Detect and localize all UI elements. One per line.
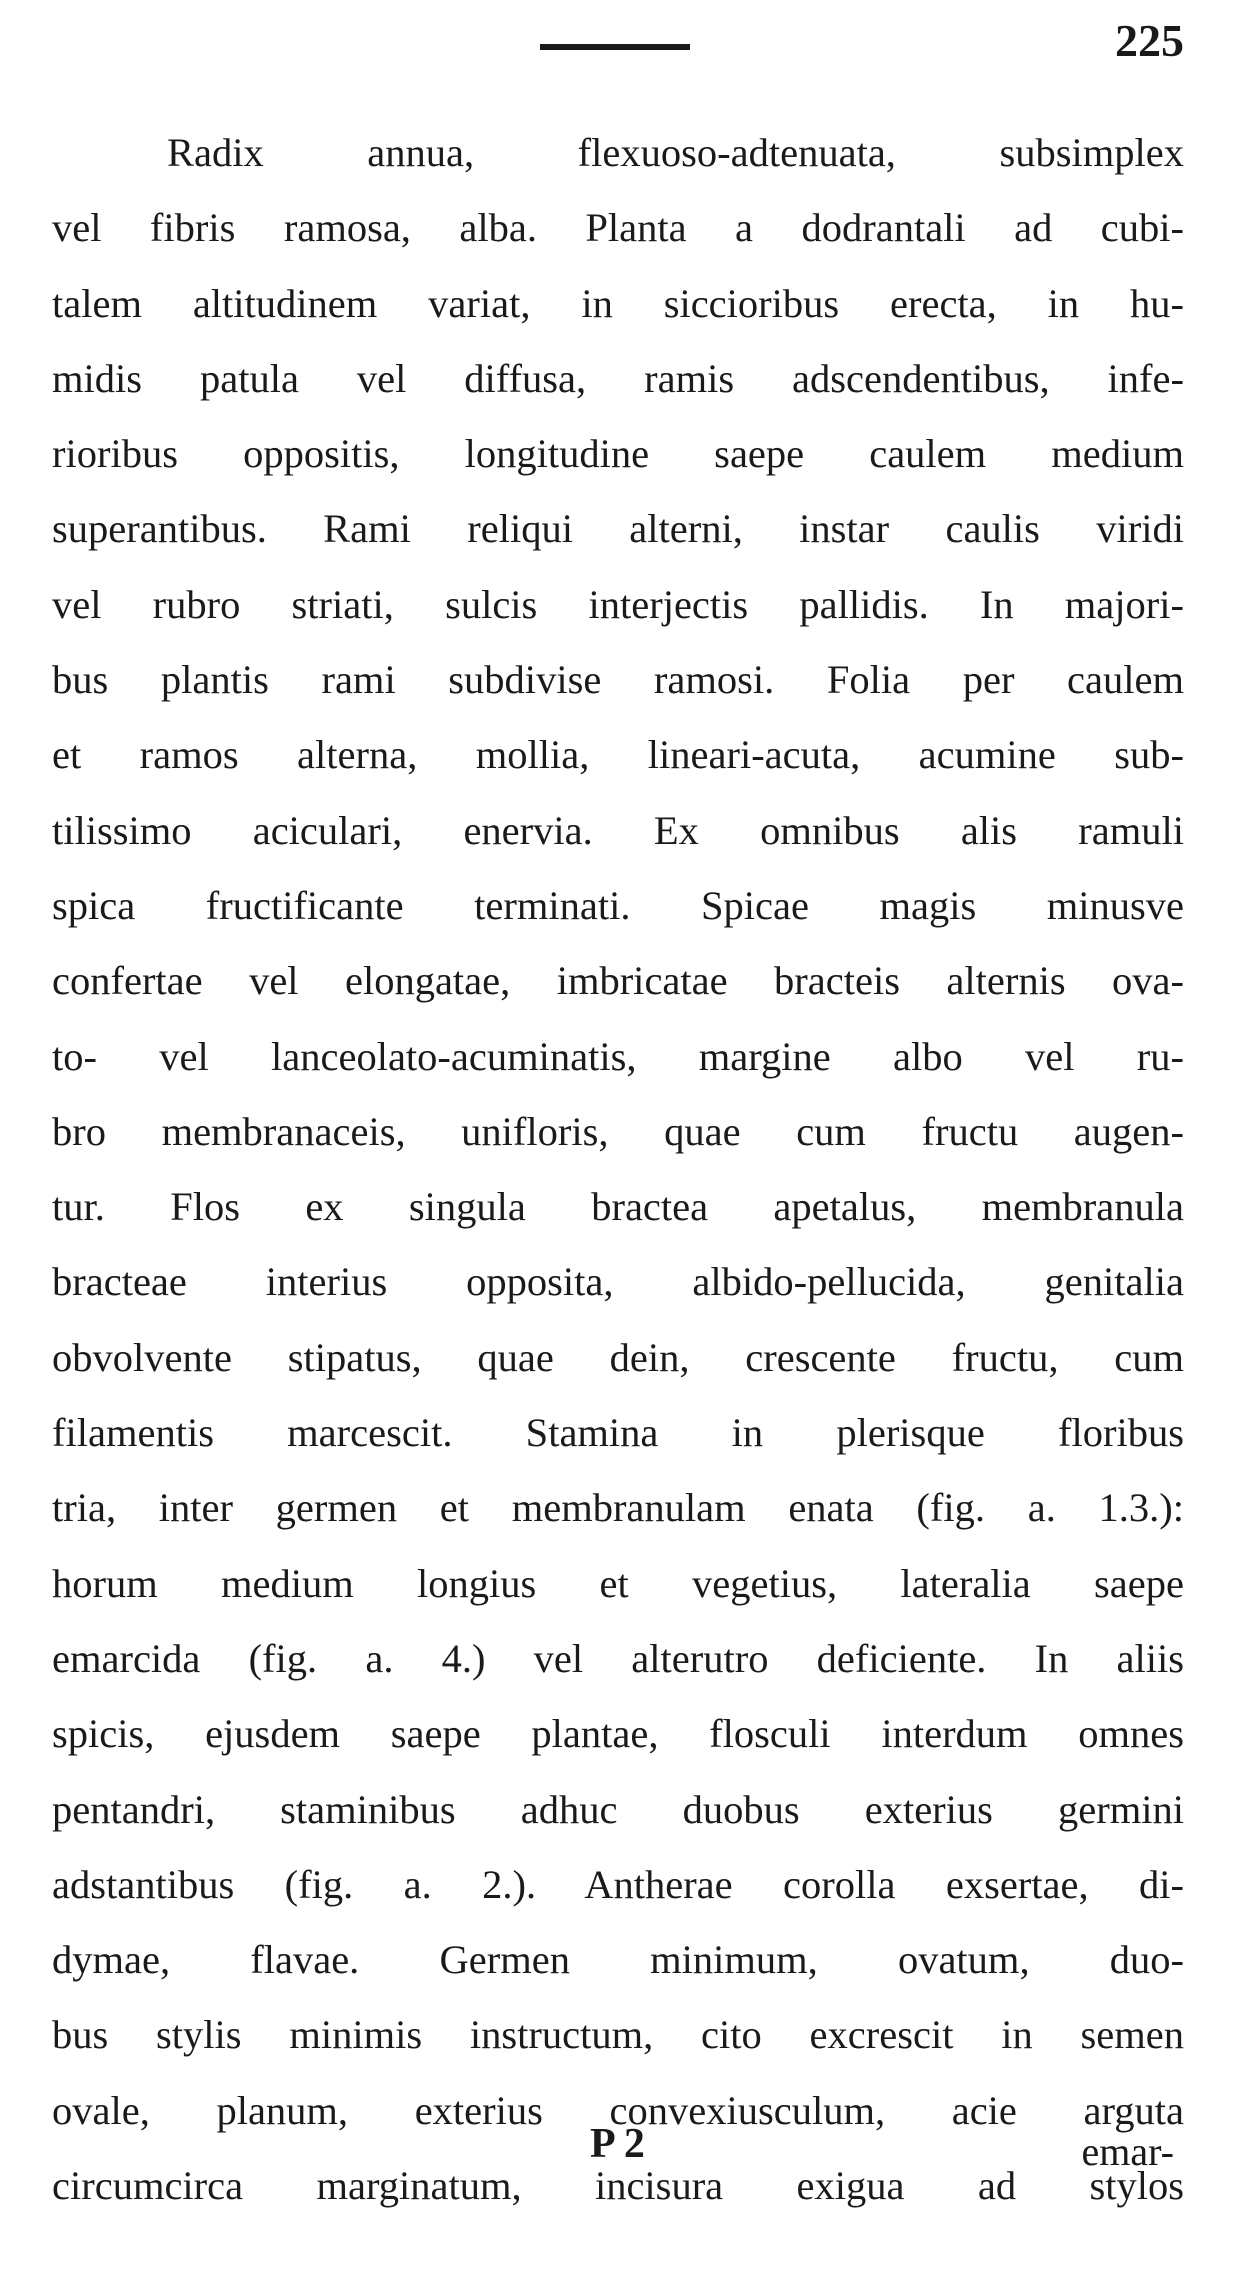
text-line: et ramos alterna, mollia, lineari-acuta, acumine sub- [52, 732, 1184, 778]
text-line: vel rubro striati, sulcis interjectis pallidis. In majori- [52, 581, 1184, 627]
text-line: tur. Flos ex singula bractea apetalus, membranula [52, 1184, 1184, 1230]
text-line: circumcirca marginatum, incisura exigua ad stylos [52, 2163, 1184, 2209]
text-line: bro membranaceis, unifloris, quae cum fructu augen- [52, 1108, 1184, 1154]
body-text [52, 115, 1184, 2223]
catchword: emar- [1081, 2129, 1174, 2174]
text-line: midis patula vel diffusa, ramis adscendentibus, infe- [52, 355, 1184, 401]
header-rule [540, 44, 690, 50]
text-line: bus stylis minimis instructum, cito excrescit in semen [52, 2012, 1184, 2058]
text-line: spicis, ejusdem saepe plantae, flosculi interdum omnes [52, 1711, 1184, 1757]
text-line: bracteae interius opposita, albido-pellucida, genitalia [52, 1259, 1184, 1305]
text-line: ovale, planum, exterius convexiusculum, acie arguta [52, 2087, 1184, 2133]
text-line: tilissimo aciculari, enervia. Ex omnibus alis ramuli [52, 807, 1184, 853]
text-line: spica fructificante terminati. Spicae magis minusve [52, 882, 1184, 928]
text-line: to- vel lanceolato-acuminatis, margine albo vel ru- [52, 1033, 1184, 1079]
text-line: dymae, flavae. Germen minimum, ovatum, duo- [52, 1937, 1184, 1983]
text-line: obvolvente stipatus, quae dein, crescente fructu, cum [52, 1334, 1184, 1380]
text-line: talem altitudinem variat, in siccioribus erecta, in hu- [52, 280, 1184, 326]
signature-mark: P 2 [590, 2121, 645, 2167]
text-line: pentandri, staminibus adhuc duobus exterius germini [52, 1786, 1184, 1832]
text-line: vel fibris ramosa, alba. Planta a dodrantali ad cubi- [52, 205, 1184, 251]
text-line: adstantibus (fig. a. 2.). Antherae corolla exsertae, di- [52, 1861, 1184, 1907]
text-line: filamentis marcescit. Stamina in plerisque floribus [52, 1410, 1184, 1456]
text-line: confertae vel elongatae, imbricatae bracteis alternis ova- [52, 958, 1184, 1004]
page-number: 225 [1115, 15, 1184, 66]
text-line: bus plantis rami subdivise ramosi. Folia per caulem [52, 657, 1184, 703]
text-line: rioribus oppositis, longitudine saepe caulem medium [52, 431, 1184, 477]
text-line: tria, inter germen et membranulam enata (fig. a. 1.3.): [52, 1485, 1184, 1531]
text-line: horum medium longius et vegetius, lateralia saepe [52, 1560, 1184, 1606]
text-line: superantibus. Rami reliqui alterni, instar caulis viridi [52, 506, 1184, 552]
text-line: emarcida (fig. a. 4.) vel alterutro deficiente. In aliis [52, 1635, 1184, 1681]
text-line: Radix annua, flexuoso-adtenuata, subsimplex [167, 130, 1184, 175]
